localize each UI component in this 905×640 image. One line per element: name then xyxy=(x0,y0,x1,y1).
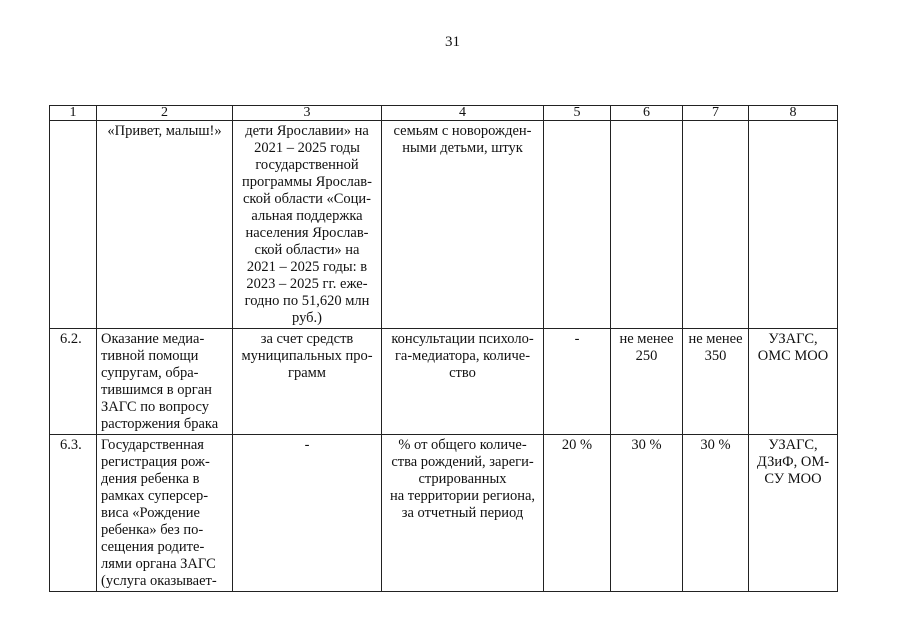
header-cell: 5 xyxy=(544,106,611,121)
indicator-cell: семьям с новорожден- ными детьми, штук xyxy=(382,121,544,329)
measure-name-cell: «Привет, малыш!» xyxy=(97,121,233,329)
row-number-cell: 6.2. xyxy=(50,329,97,435)
page-number: 31 xyxy=(445,34,460,50)
value-cell: - xyxy=(544,329,611,435)
header-cell: 7 xyxy=(683,106,749,121)
executor-cell: УЗАГС, ОМС МОО xyxy=(749,329,838,435)
header-cell: 4 xyxy=(382,106,544,121)
funding-source-cell: за счет средств муниципальных про- грамм xyxy=(233,329,382,435)
indicator-cell: консультации психоло- га-медиатора, количе- ство xyxy=(382,329,544,435)
executor-cell: УЗАГС, ДЗиФ, ОМ- СУ МОО xyxy=(749,435,838,592)
header-cell: 6 xyxy=(611,106,683,121)
measure-name-cell: Оказание медиа- тивной помощи супругам, обра- тившимся в орган ЗАГС по вопросу расторжения брака xyxy=(97,329,233,435)
funding-source-cell: - xyxy=(233,435,382,592)
executor-cell xyxy=(749,121,838,329)
value-cell: не менее 350 xyxy=(683,329,749,435)
header-cell: 2 xyxy=(97,106,233,121)
value-cell: не менее 250 xyxy=(611,329,683,435)
row-number-cell xyxy=(50,121,97,329)
table-row xyxy=(50,435,838,592)
measures-table xyxy=(49,105,838,592)
value-cell: 20 % xyxy=(544,435,611,592)
indicator-cell: % от общего количе- ства рождений, зареги- стрированных на территории региона, за отчетный период xyxy=(382,435,544,592)
header-cell: 8 xyxy=(749,106,838,121)
header-cell: 1 xyxy=(50,106,97,121)
value-cell xyxy=(683,121,749,329)
value-cell: 30 % xyxy=(683,435,749,592)
value-cell xyxy=(611,121,683,329)
table-row xyxy=(50,121,838,329)
row-number-cell: 6.3. xyxy=(50,435,97,592)
column-numbers-row xyxy=(50,106,838,121)
value-cell: 30 % xyxy=(611,435,683,592)
measure-name-cell: Государственная регистрация рож- дения ребенка в рамках суперсер- виса «Рождение ребенка» без по- сещения родите- лями органа ЗАГС (услуга оказывает- xyxy=(97,435,233,592)
funding-source-cell: дети Ярославии» на 2021 – 2025 годы государственной программы Ярослав- ской области «Соци- альная поддержка населения Ярослав- ской области» на 2021 – 2025 годы: в 2023 – 2025 гг. еже- годно по 51,620 млн руб.) xyxy=(233,121,382,329)
value-cell xyxy=(544,121,611,329)
table-row xyxy=(50,329,838,435)
header-cell: 3 xyxy=(233,106,382,121)
